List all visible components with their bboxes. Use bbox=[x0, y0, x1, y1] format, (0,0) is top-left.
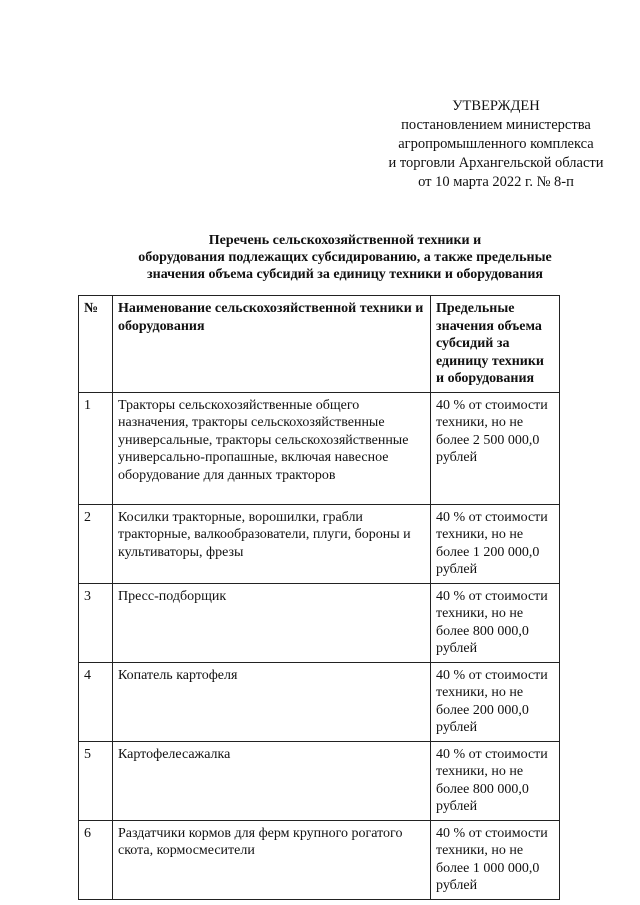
row-name: Копатель картофеля bbox=[113, 662, 431, 741]
approval-date-line: от 10 марта 2022 г. № 8-п bbox=[418, 174, 574, 190]
approval-line: постановлением министерства bbox=[401, 117, 591, 133]
row-number: 2 bbox=[79, 504, 113, 583]
table-row bbox=[79, 820, 560, 899]
row-limit: 40 % от стоимости техники, но не более 1 000 000,0 рублей bbox=[431, 820, 560, 899]
row-limit: 40 % от стоимости техники, но не более 800 000,0 рублей bbox=[431, 583, 560, 662]
header-name: Наименование сельскохозяйственной техники и оборудования bbox=[113, 296, 431, 393]
row-limit: 40 % от стоимости техники, но не более 2 500 000,0 рублей bbox=[431, 392, 560, 504]
row-limit: 40 % от стоимости техники, но не более 1 200 000,0 рублей bbox=[431, 504, 560, 583]
row-name: Картофелесажалка bbox=[113, 741, 431, 820]
row-limit: 40 % от стоимости техники, но не более 800 000,0 рублей bbox=[431, 741, 560, 820]
row-name: Пресс-подборщик bbox=[113, 583, 431, 662]
row-name: Тракторы сельскохозяйственные общего назначения, тракторы сельскохозяйственные универсальные, тракторы сельскохозяйственные универсально-пропашные, включая навесное оборудование для данных тракторов bbox=[113, 392, 431, 504]
table-row bbox=[79, 392, 560, 504]
title-line: оборудования подлежащих субсидированию, а также предельные bbox=[138, 250, 552, 265]
table-row bbox=[79, 504, 560, 583]
table-row bbox=[79, 741, 560, 820]
row-limit: 40 % от стоимости техники, но не более 200 000,0 рублей bbox=[431, 662, 560, 741]
table-header-row bbox=[79, 296, 560, 393]
title-line: Перечень сельскохозяйственной техники и bbox=[208, 233, 482, 248]
header-number: № bbox=[79, 296, 113, 393]
row-number: 5 bbox=[79, 741, 113, 820]
table-row bbox=[79, 662, 560, 741]
row-number: 4 bbox=[79, 662, 113, 741]
document-title bbox=[95, 232, 595, 283]
row-number: 6 bbox=[79, 820, 113, 899]
approval-line: агропромышленного комплекса bbox=[398, 136, 594, 152]
approval-heading: УТВЕРЖДЕН bbox=[452, 98, 540, 114]
row-number: 1 bbox=[79, 392, 113, 504]
approval-stamp bbox=[372, 97, 620, 192]
approval-line: и торговли Архангельской области bbox=[388, 155, 604, 171]
table-row bbox=[79, 583, 560, 662]
row-name: Косилки тракторные, ворошилки, грабли тракторные, валкообразователи, плуги, бороны и культиваторы, фрезы bbox=[113, 504, 431, 583]
equipment-table bbox=[78, 295, 560, 900]
row-number: 3 bbox=[79, 583, 113, 662]
row-name: Раздатчики кормов для ферм крупного рогатого скота, кормосмесители bbox=[113, 820, 431, 899]
header-limit: Предельные значения объема субсидий за единицу техники и оборудования bbox=[431, 296, 560, 393]
title-line: значения объема субсидий за единицу техники и оборудования bbox=[147, 267, 543, 282]
